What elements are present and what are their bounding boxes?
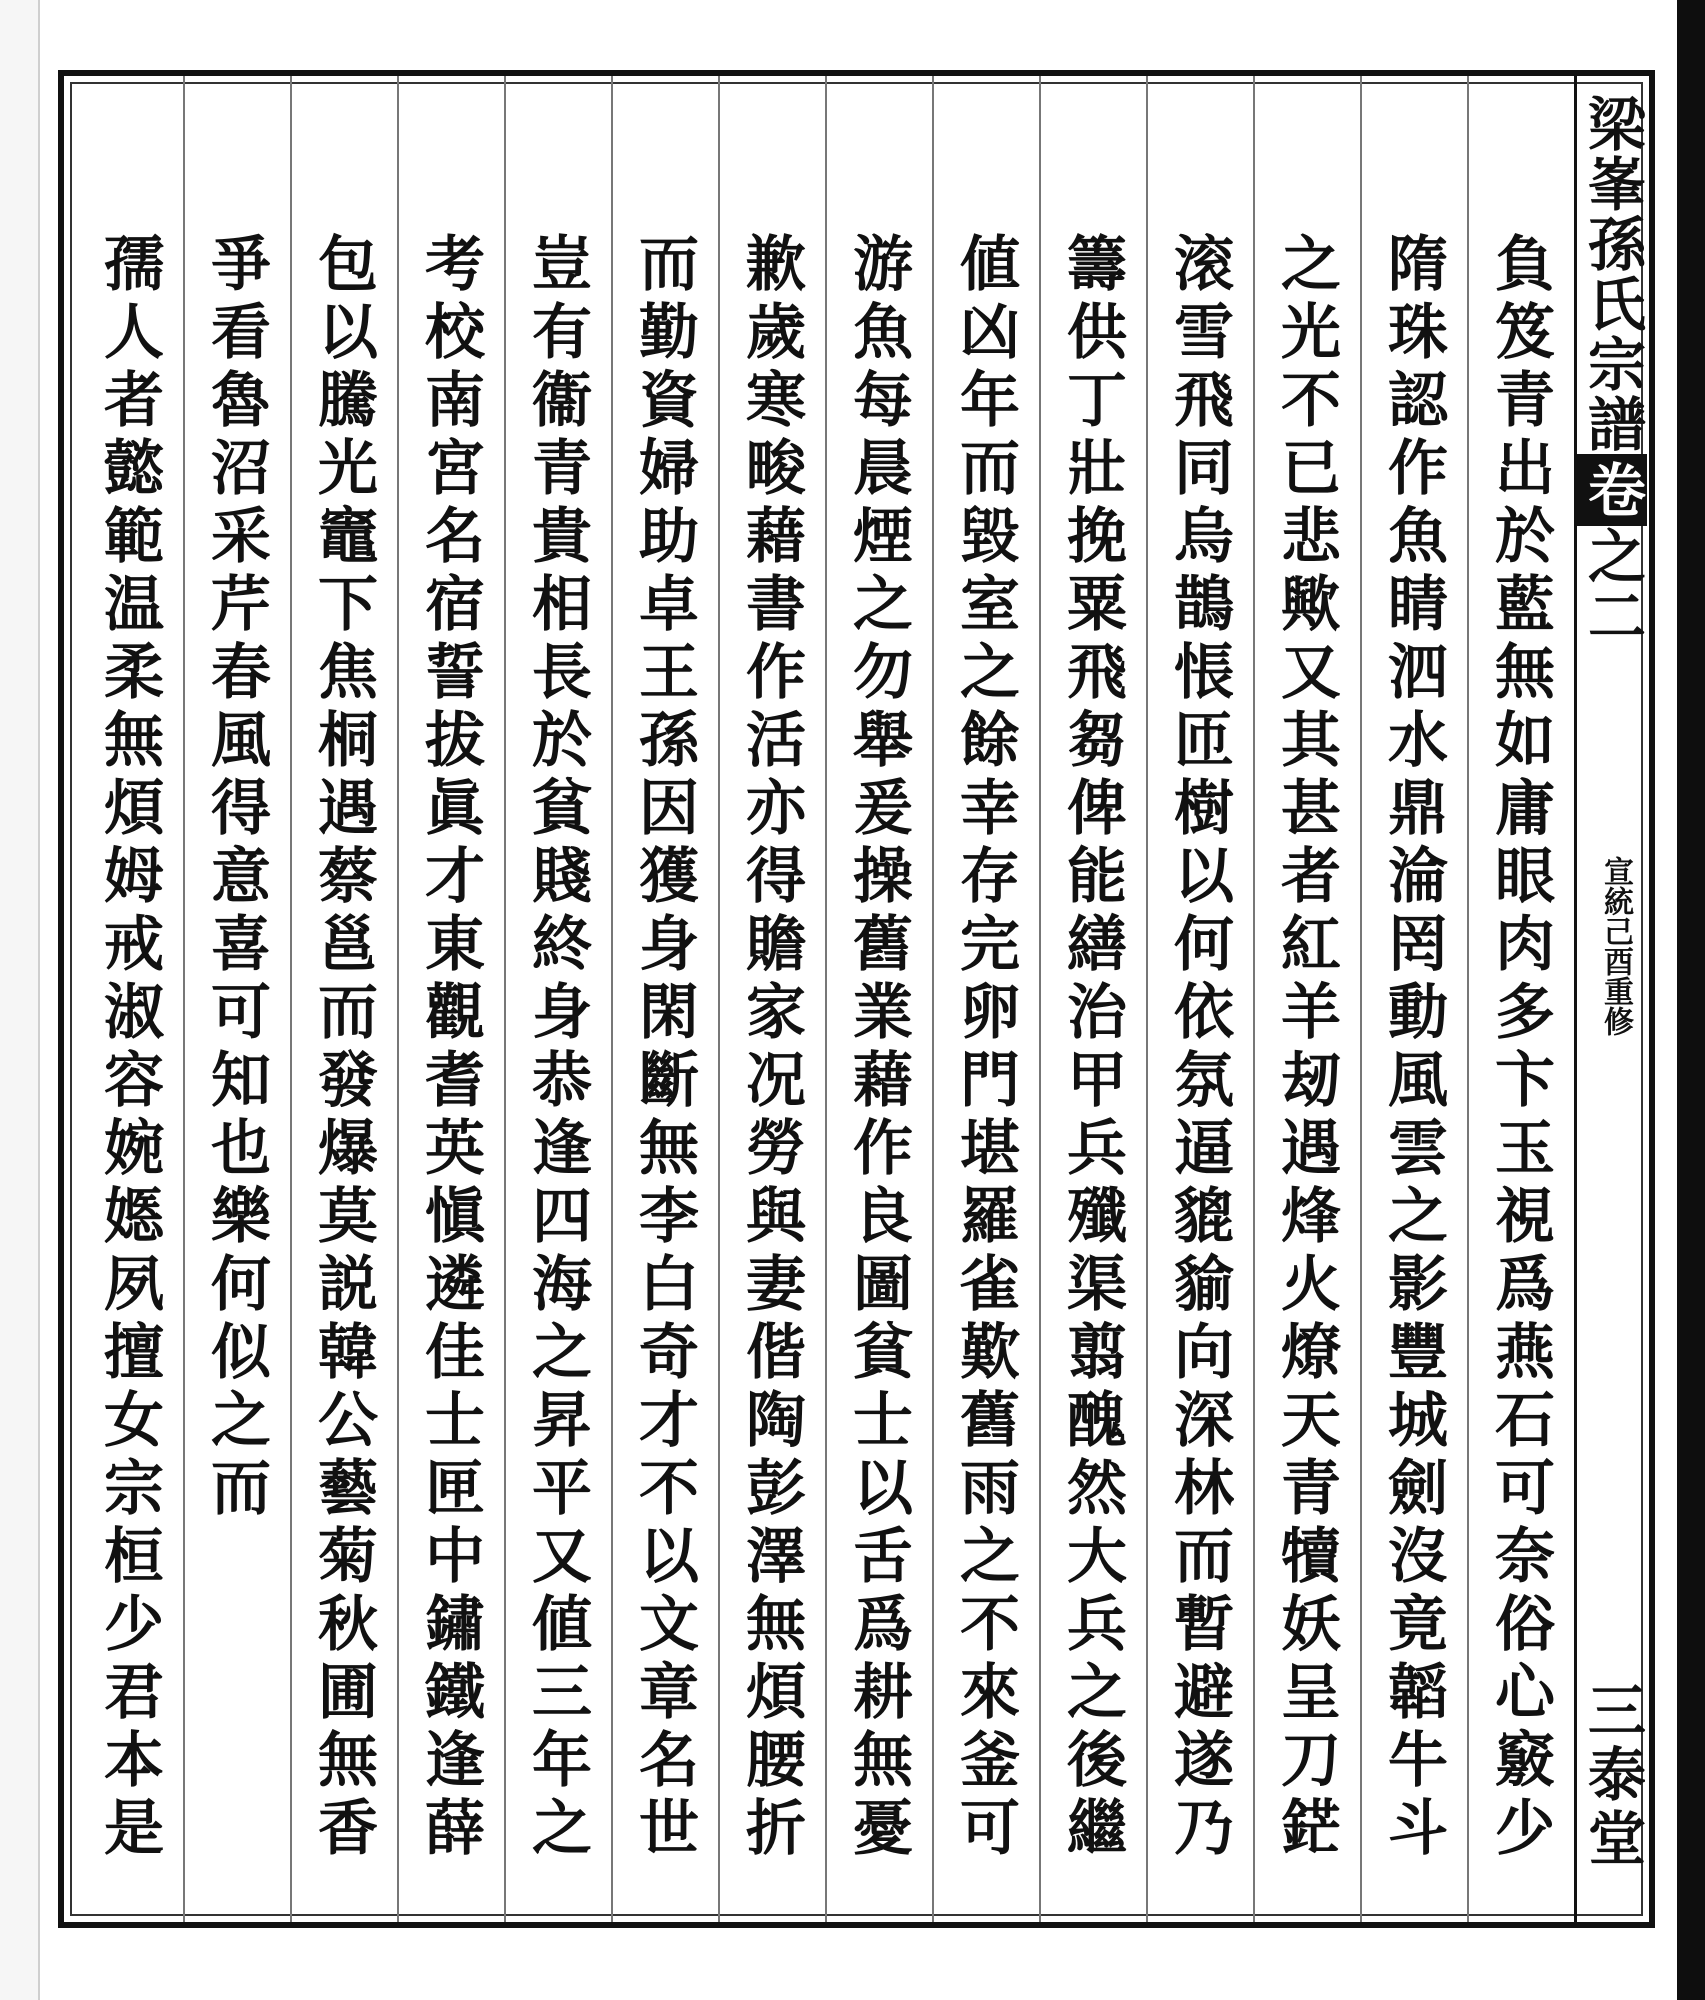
column-rule xyxy=(718,76,720,1922)
text-column-14: 孺人者懿範温柔無煩姆戒淑容婉嫕夙擅女宗桓少君本是 xyxy=(94,232,164,1864)
column-rule xyxy=(825,76,827,1922)
column-rule xyxy=(290,76,292,1922)
text-column-5: 籌供丁壯挽粟飛芻俾能繕治甲兵殲渠翦醜然大兵之後繼 xyxy=(1057,232,1127,1864)
volume-number: 之二 xyxy=(1578,526,1646,646)
column-rule xyxy=(183,76,185,1922)
text-column-10: 豈有衞青貴相長於貧賤終身恭逢四海之昇平又値三年之 xyxy=(522,232,592,1864)
column-rule xyxy=(1253,76,1255,1922)
column-rule xyxy=(397,76,399,1922)
genealogy-title xyxy=(1577,94,1647,646)
edition-note: 宣統己酉重修 xyxy=(1598,856,1633,1036)
scan-right-edge xyxy=(1677,0,1705,2000)
column-rule xyxy=(611,76,613,1922)
column-rule xyxy=(932,76,934,1922)
volume-marker: 卷 xyxy=(1577,454,1647,526)
column-rule xyxy=(1467,76,1469,1922)
column-rule xyxy=(1039,76,1041,1922)
text-column-2: 隋珠認作魚睛泗水鼎淪罔動風雲之影豐城劍沒竟韜牛斗 xyxy=(1378,232,1448,1864)
margin-band xyxy=(1574,76,1647,1922)
text-column-1: 負笈青出於藍無如庸眼肉多卞玉視爲燕石可奈俗心竅少 xyxy=(1485,232,1555,1864)
text-column-6: 値凶年而毀室之餘幸存完卵門堪羅雀歎舊雨之不來釜可 xyxy=(950,232,1020,1864)
column-rule xyxy=(1146,76,1148,1922)
text-column-4: 滚雪飛同烏鵲悵匝樹以何依氛逼貔貐向深林而暫避遂乃 xyxy=(1164,232,1234,1864)
hall-name: 三泰堂 xyxy=(1578,1680,1646,1872)
text-column-12: 包以騰光竈下焦桐遇蔡邕而發爆莫説韓公藝菊秋圃無香 xyxy=(308,232,378,1864)
column-rule xyxy=(504,76,506,1922)
text-column-11: 考校南宮名宿誓拔眞才東觀耆英愼遴佳士匣中鏽鐵逢薛 xyxy=(415,232,485,1864)
scan-left-edge xyxy=(0,0,40,2000)
text-column-8: 歉歲寒畯藉書作活亦得贍家况勞與妻偕陶彭澤無煩腰折 xyxy=(736,232,806,1864)
text-column-7: 游魚每晨煙之勿舉爰操舊業藉作良圖貧士以舌爲耕無憂 xyxy=(843,232,913,1864)
title-text: 梁峯孫氏宗譜 xyxy=(1578,94,1646,454)
column-rule xyxy=(1360,76,1362,1922)
text-column-9: 而勤資婦助卓王孫因獲身閑斷無李白奇才不以文章名世 xyxy=(629,232,699,1864)
text-column-3: 之光不已悲歟又其甚者紅羊刼遇烽火燎天青犢妖呈刀鋩 xyxy=(1271,232,1341,1864)
text-column-13: 爭看魯沼采芹春風得意喜可知也樂何似之而 xyxy=(201,232,271,1524)
